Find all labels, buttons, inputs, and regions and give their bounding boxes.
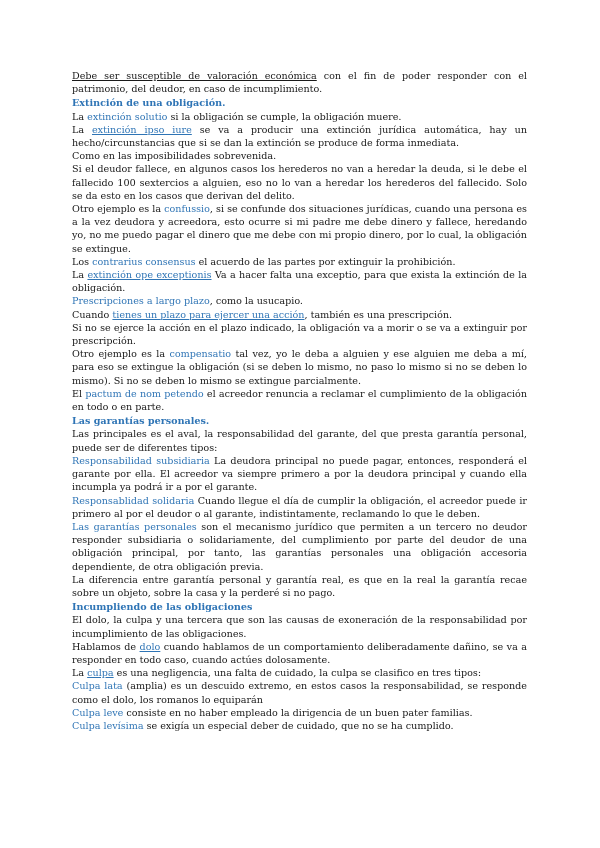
heading-garantias: Las garantías personales. <box>72 416 210 428</box>
term-prescripciones: Prescripciones a largo plazo <box>72 296 210 308</box>
term-culpa: culpa <box>87 668 114 680</box>
paragraph-confussio <box>72 203 527 256</box>
term-culpa-levisima: Culpa levísima <box>72 720 144 732</box>
paragraph-solutio <box>72 111 527 124</box>
term-solidaria: Responsablidad solidaria <box>72 495 195 507</box>
text: es una negligencia, una falta de cuidado, la culpa se clasifico en tres tipos: <box>113 668 482 680</box>
text: Va a hacer falta una exceptio, para que exista la extinción de la obligación. <box>72 270 527 295</box>
text: El <box>72 388 86 400</box>
text: (amplia) es un descuido extremo, en estos casos la responsabilidad, se responde como el dolo, los romanos lo equiparán <box>72 681 527 706</box>
term-contrarius-consensus: contrarius consensus <box>92 256 196 268</box>
text: La <box>72 124 92 136</box>
paragraph-principales: Las principales es el aval, la responsabilidad del garante, del que presta garantía personal, puede ser de diferentes tipos: <box>72 429 527 454</box>
paragraph-dolo <box>72 641 527 667</box>
text: , como la usucapio. <box>209 296 303 308</box>
text: con el fin de poder responder con el patrimonio, del deudor, en caso de incumplimiento. <box>72 71 528 96</box>
term-pactum: pactum de nom petendo <box>85 388 204 400</box>
text: Hablamos de <box>72 641 140 653</box>
text: , también es una prescripción. <box>304 309 453 321</box>
text: La <box>72 111 88 123</box>
paragraph-pactum <box>72 388 527 414</box>
text: cuando hablamos de un comportamiento deliberadamente dañino, se va a responder en todo caso, cuando actúes dolosamente. <box>72 641 527 666</box>
text: Los <box>72 256 93 268</box>
text: si la obligación se cumple, la obligación muere. <box>167 111 402 123</box>
text: Otro ejemplo es la <box>72 204 165 216</box>
document-page <box>72 70 527 733</box>
paragraph-prescripciones <box>72 295 527 308</box>
paragraph-dolo-culpa: El dolo, la culpa y una tercera que son las causas de exoneración de la responsabilidad por incumplimiento de las obligaciones. <box>72 615 527 640</box>
paragraph-valoracion <box>72 70 527 96</box>
term-compensatio: compensatio <box>169 349 232 361</box>
text: La <box>72 668 88 680</box>
text: , si se confunde dos situaciones jurídicas, cuando una persona es a la vez deudora y acreedora, esto ocurre si mi padre me debe dinero y fallece, heredando yo, no me puedo pagar el dinero que me debe con mi propio dinero, por lo cual, la obligación se extingue. <box>72 204 527 255</box>
paragraph-culpa-lata <box>72 680 527 706</box>
paragraph-culpa <box>72 667 527 680</box>
paragraph-culpa-leve <box>72 707 527 720</box>
paragraph-contrarius <box>72 256 527 269</box>
paragraph-garantias-personales <box>72 521 527 574</box>
paragraph-diferencia: La diferencia entre garantía personal y garantía real, es que en la real la garantía recae sobre un objeto, sobre la casa y la perderé si no pago. <box>72 574 527 599</box>
heading-incumpliendo: Incumpliendo de las obligaciones <box>72 602 253 614</box>
text: La deudora principal no puede pagar, entonces, responderá el garante por ella. El acreedor va siempre primero a por la deudora principal y cuando ella incumpla ya podrá ir a por el garante. <box>72 455 527 494</box>
text: tal vez, yo le deba a alguien y ese alguien me deba a mí, para eso se extingue la obligación (si se deben lo mismo, no paso lo mismo si no se deben lo mismo). Si no se deben lo mismo se extingue parcialmente. <box>72 349 527 387</box>
paragraph-solidaria <box>72 495 527 521</box>
paragraph-ipso-iure <box>72 124 527 150</box>
text: el acuerdo de las partes por extinguir la prohibición. <box>195 256 456 268</box>
paragraph-deudor-fallece: Si el deudor fallece, en algunos casos los herederos no van a heredar la deuda, si le debe el fallecido 100 sextercios a alguien, eso no lo van a heredar los herederos del fallecido. Solo se da esto en los casos que derivan del delito. <box>72 164 527 202</box>
paragraph-imposibilidades: Como en las imposibilidades sobrevenida. <box>72 151 277 163</box>
term-subsidiaria: Responsabilidad subsidiaria <box>72 455 210 467</box>
text: Otro ejemplo es la <box>72 349 170 361</box>
term-ipso-iure: extinción ipso iure <box>92 124 192 136</box>
paragraph-compensatio <box>72 348 527 388</box>
term-solutio: extinción solutio <box>87 111 168 123</box>
text: consiste en no haber empleado la dirigencia de un buen pater familias. <box>123 707 473 719</box>
text: el acreedor renuncia a reclamar el cumplimiento de la obligación en todo o en parte. <box>72 388 528 414</box>
heading-extincion: Extinción de una obligación. <box>72 98 226 110</box>
paragraph-plazo <box>72 309 527 322</box>
term-culpa-lata: Culpa lata <box>72 681 123 693</box>
term-ope-exceptionis: extinción ope exceptionis <box>87 270 212 282</box>
text: se va a producir una extinción jurídica automática, hay un hecho/circunstancias que si se dan la extinción se produce de forma inmediata. <box>72 124 528 150</box>
text: Cuando llegue el día de cumplir la obligación, el acreedor puede ir primero al por el deudor o al garante, indistintamente, reclamando lo que le deben. <box>72 495 528 520</box>
term-plazo-accion: tienes un plazo para ejercer una acción <box>112 309 305 321</box>
text: son el mecanismo jurídico que permiten a un tercero no deudor responder subsidiaria o solidariamente, del cumplimiento por parte del deudor de una obligación principal, por tanto, las garantías personales una obligación accesoria dependiente, de otra obligación previa. <box>72 521 527 573</box>
text: Cuando <box>72 309 113 321</box>
paragraph-subsidiaria <box>72 455 527 495</box>
paragraph-culpa-levisima <box>72 720 527 733</box>
term-culpa-leve: Culpa leve <box>72 707 124 719</box>
paragraph-ope-exceptionis <box>72 269 527 295</box>
text: La <box>72 270 88 282</box>
term-dolo: dolo <box>139 641 161 653</box>
paragraph-prescripcion: Si no se ejerce la acción en el plazo indicado, la obligación va a morir o se va a extinguir por prescripción. <box>72 322 527 348</box>
text: se exigía un especial deber de cuidado, que no se ha cumplido. <box>143 720 454 732</box>
term-garantias-personales: Las garantías personales <box>72 521 197 533</box>
term-confussio: confussio <box>164 204 210 216</box>
underlined-phrase: Debe ser susceptible de valoración económica <box>72 71 317 82</box>
